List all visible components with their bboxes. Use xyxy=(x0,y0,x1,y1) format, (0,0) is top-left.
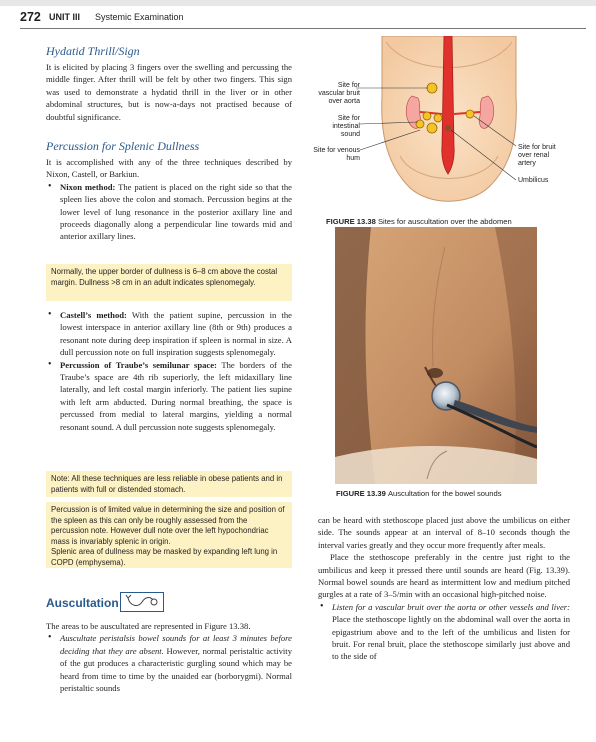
peristalsis-item xyxy=(46,632,292,694)
bruit-text: Place the stethoscope lightly on the abdominal wall over the aorta in epigastrium above and to the left of the umbilicus and listen for bruit. For renal bruit, place the stethoscope similarly just above and to the side of xyxy=(332,614,570,662)
note-reliability-text: Note: All these techniques are less reliable in obese patients and in patients with full or distended stomach. xyxy=(51,474,283,494)
label-venous: Site for venous hum xyxy=(313,147,360,162)
header-rule xyxy=(20,28,586,29)
right-column-text xyxy=(318,514,570,663)
hydatid-heading: Hydatid Thrill/Sign xyxy=(46,44,140,58)
label-umbilicus: Umbilicus xyxy=(518,177,549,184)
auscultation-section xyxy=(46,620,292,694)
stethoscope-icon xyxy=(120,590,164,614)
nixon-text: The patient is placed on the right side so that the spleen lies above the colon and stomach. Percussion begins at the lower level of lung resonance in the posterior axillary line and proceeds diagonally along a perpendicular line towards mid and anterior axillary lines. xyxy=(60,181,292,242)
stethoscope-placement-paragraph: Place the stethoscope preferably in the centre just right to the umbilicus and keep it pressed there until sounds are heard (Fig. 13.39). Normal bowel sounds are heard as intermittent low and medium pitched gurgles at a rate of 3–5/min with an occasional high-pitched noise. xyxy=(318,552,570,600)
splenic-intro: It is accomplished with any of the three techniques described by Nixon, Castell, or Barkiun. xyxy=(46,157,292,180)
fig38-text: Sites for auscultation over the abdomen xyxy=(377,217,512,226)
figure-13-39-photo xyxy=(335,227,537,484)
fig38-num: FIGURE 13.38 xyxy=(326,217,376,226)
nixon-term: Nixon method: xyxy=(60,181,116,192)
bowel-sounds-paragraph: can be heard with stethoscope placed just above the umbilicus on either side. The sounds appear at an interval of 8–10 seconds though the interval varies greatly and they occur more frequently after meals. xyxy=(318,515,570,550)
label-renal: Site for bruit over renal artery xyxy=(518,144,556,167)
auscultation-heading: Auscultation xyxy=(46,596,119,610)
fig39-text: Auscultation for the bowel sounds xyxy=(387,489,502,498)
ausc-intro: The areas to be auscultated are represented in Figure 13.38. xyxy=(46,621,251,631)
unit-label: UNIT III xyxy=(49,12,80,22)
hydatid-paragraph xyxy=(46,61,292,123)
traube-term: Percussion of Traube’s semilunar space: xyxy=(60,359,217,370)
peristalsis-text: However, normal peristaltic activity of the gut produces a characteristic gurgling sound which may be heard from time to time by the unaided ear (borborygmi). Normal peristaltic sounds xyxy=(60,645,292,694)
traube-text: The borders of the Traube’s space are 4th rib superiorly, the left midaxillary line laterally, and left costal margin inferiorly. The patient lies supine with left arm abducted. During normal breathing, the space is percussed from medial to lateral margins, yielding a normal resonant sound. A dull percussion note suggests splenomegaly. xyxy=(60,359,292,432)
castell-text: With the patient supine, percussion in the lowest interspace in anterior axillary line (8th or 9th) produces a resonant note during deep inspiration if spleen is normal in size. A dull percussion note on full inspiration suggests splenomegaly. xyxy=(60,310,292,358)
figure-13-39-caption xyxy=(336,489,576,498)
note-dullness: Normally, the upper border of dullness is 6–8 cm above the costal margin. Dullness >8 cm in an adult indicates splenomegaly. xyxy=(46,264,292,301)
hydatid-text: It is elicited by placing 3 fingers over the swelling and percussing the middle finger. After thrill will be felt by other two fingers. This sign was used to demonstrate a hydatid thrill in the liver or in other abdominal structures, but is now-a-days not practised because of doubtful significance. xyxy=(46,62,292,122)
traube-item xyxy=(46,359,292,433)
page-number: 272 xyxy=(20,10,41,24)
note-limited-value-p1: Percussion is of limited value in determining the size and position of the spleen as this can only be roughly assessed from the percussion note. However dull note over the left hypochondriac mass is invariably splenic in origin. xyxy=(51,505,285,546)
splenic-section xyxy=(46,156,292,243)
figure-13-38 xyxy=(313,36,562,214)
note-reliability xyxy=(46,471,292,497)
bruit-term: Listen for a vascular bruit over the aorta or other vessels and liver: xyxy=(332,601,570,612)
castell-term: Castell’s method: xyxy=(60,310,127,320)
header-bar xyxy=(0,0,596,6)
auscultation-heading-block xyxy=(46,590,164,614)
note-limited-value-p2: Splenic area of dullness may be masked by expanding left lung in COPD (emphysema). xyxy=(51,547,278,567)
splenic-heading: Percussion for Splenic Dullness xyxy=(46,139,200,153)
label-intestinal: Site for intestinal sound xyxy=(332,115,360,138)
bruit-item xyxy=(318,601,570,663)
peristalsis-term: Auscultate peristalsis bowel sounds for at least 3 minutes before deciding that they are absent. xyxy=(60,633,292,656)
nixon-item xyxy=(46,181,292,243)
label-aorta: Site for vascular bruit over aorta xyxy=(318,82,360,105)
page-header xyxy=(0,0,596,30)
figure-13-38-caption xyxy=(326,217,566,226)
abdomen-photo xyxy=(335,227,537,484)
castell-item xyxy=(46,309,292,359)
techniques-list xyxy=(46,309,292,433)
chapter-title: Systemic Examination xyxy=(95,12,184,22)
note-limited-value xyxy=(46,502,292,568)
fig39-num: FIGURE 13.39 xyxy=(336,489,386,498)
